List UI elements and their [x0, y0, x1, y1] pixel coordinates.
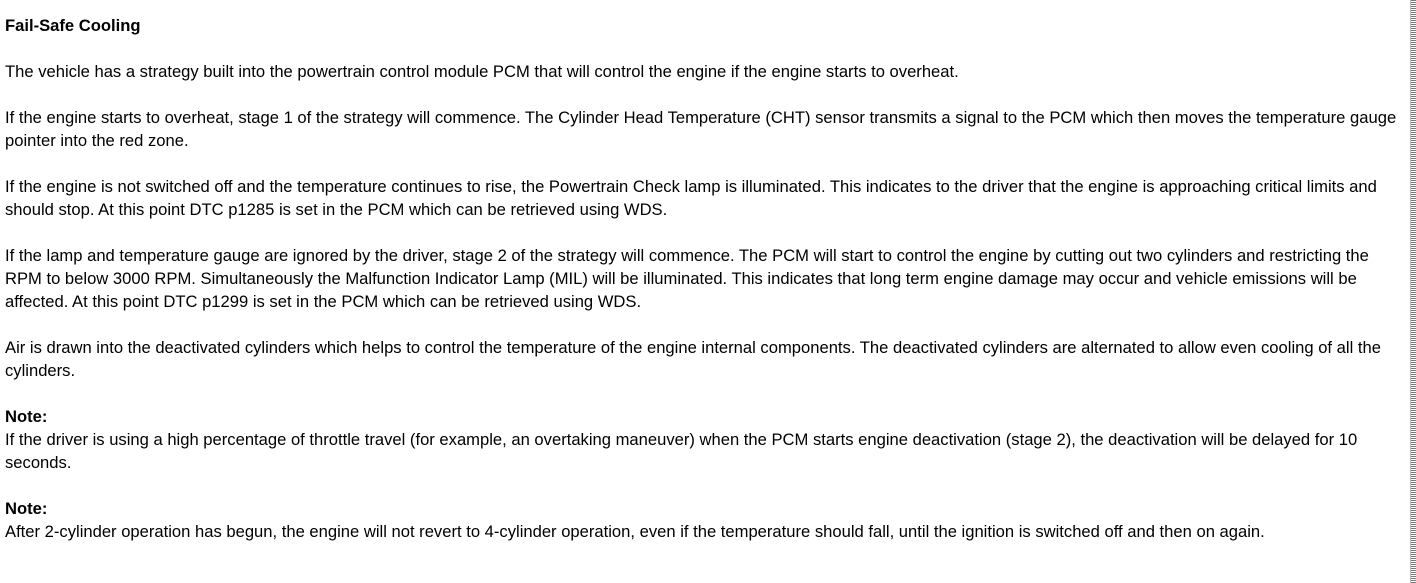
note-label: Note: — [5, 407, 48, 426]
page-edge-border — [1411, 0, 1416, 583]
paragraph-stage-2: If the lamp and temperature gauge are ignored by the driver, stage 2 of the strategy will commence. The PCM will start to control the engine by cutting out two cylinders and restricting the RPM to below 3000 RPM. Simultaneously the Malfunction Indicator Lamp (MIL) will be illuminated. This indicates that long term engine damage may occur and vehicle emissions will be affected. At this point DTC p1299 is set in the PCM which can be retrieved using WDS. — [5, 246, 1369, 311]
note-throttle-delay — [5, 405, 1409, 474]
note-text: After 2-cylinder operation has begun, the engine will not revert to 4-cylinder operation, even if the temperature should fall, until the ignition is switched off and then on again. — [5, 522, 1265, 541]
document-body — [5, 14, 1409, 566]
paragraph-deactivated-cylinders: Air is drawn into the deactivated cylinders which helps to control the temperature of the engine internal components. The deactivated cylinders are alternated to allow even cooling of all the cylinders. — [5, 338, 1381, 380]
paragraph-powertrain-check: If the engine is not switched off and the temperature continues to rise, the Powertrain Check lamp is illuminated. This indicates to the driver that the engine is approaching critical limits and should stop. At this point DTC p1285 is set in the PCM which can be retrieved using WDS. — [5, 177, 1377, 219]
paragraph-stage-1: If the engine starts to overheat, stage 1 of the strategy will commence. The Cylinder Head Temperature (CHT) sensor transmits a signal to the PCM which then moves the temperature gauge pointer into the red zone. — [5, 108, 1397, 150]
note-label: Note: — [5, 499, 48, 518]
note-two-cylinder-operation — [5, 497, 1409, 543]
document-title: Fail-Safe Cooling — [5, 16, 141, 35]
note-text: If the driver is using a high percentage of throttle travel (for example, an overtaking maneuver) when the PCM starts engine deactivation (stage 2), the deactivation will be delayed for 10 seconds. — [5, 430, 1358, 472]
paragraph-strategy-intro: The vehicle has a strategy built into the powertrain control module PCM that will control the engine if the engine starts to overheat. — [5, 62, 959, 81]
